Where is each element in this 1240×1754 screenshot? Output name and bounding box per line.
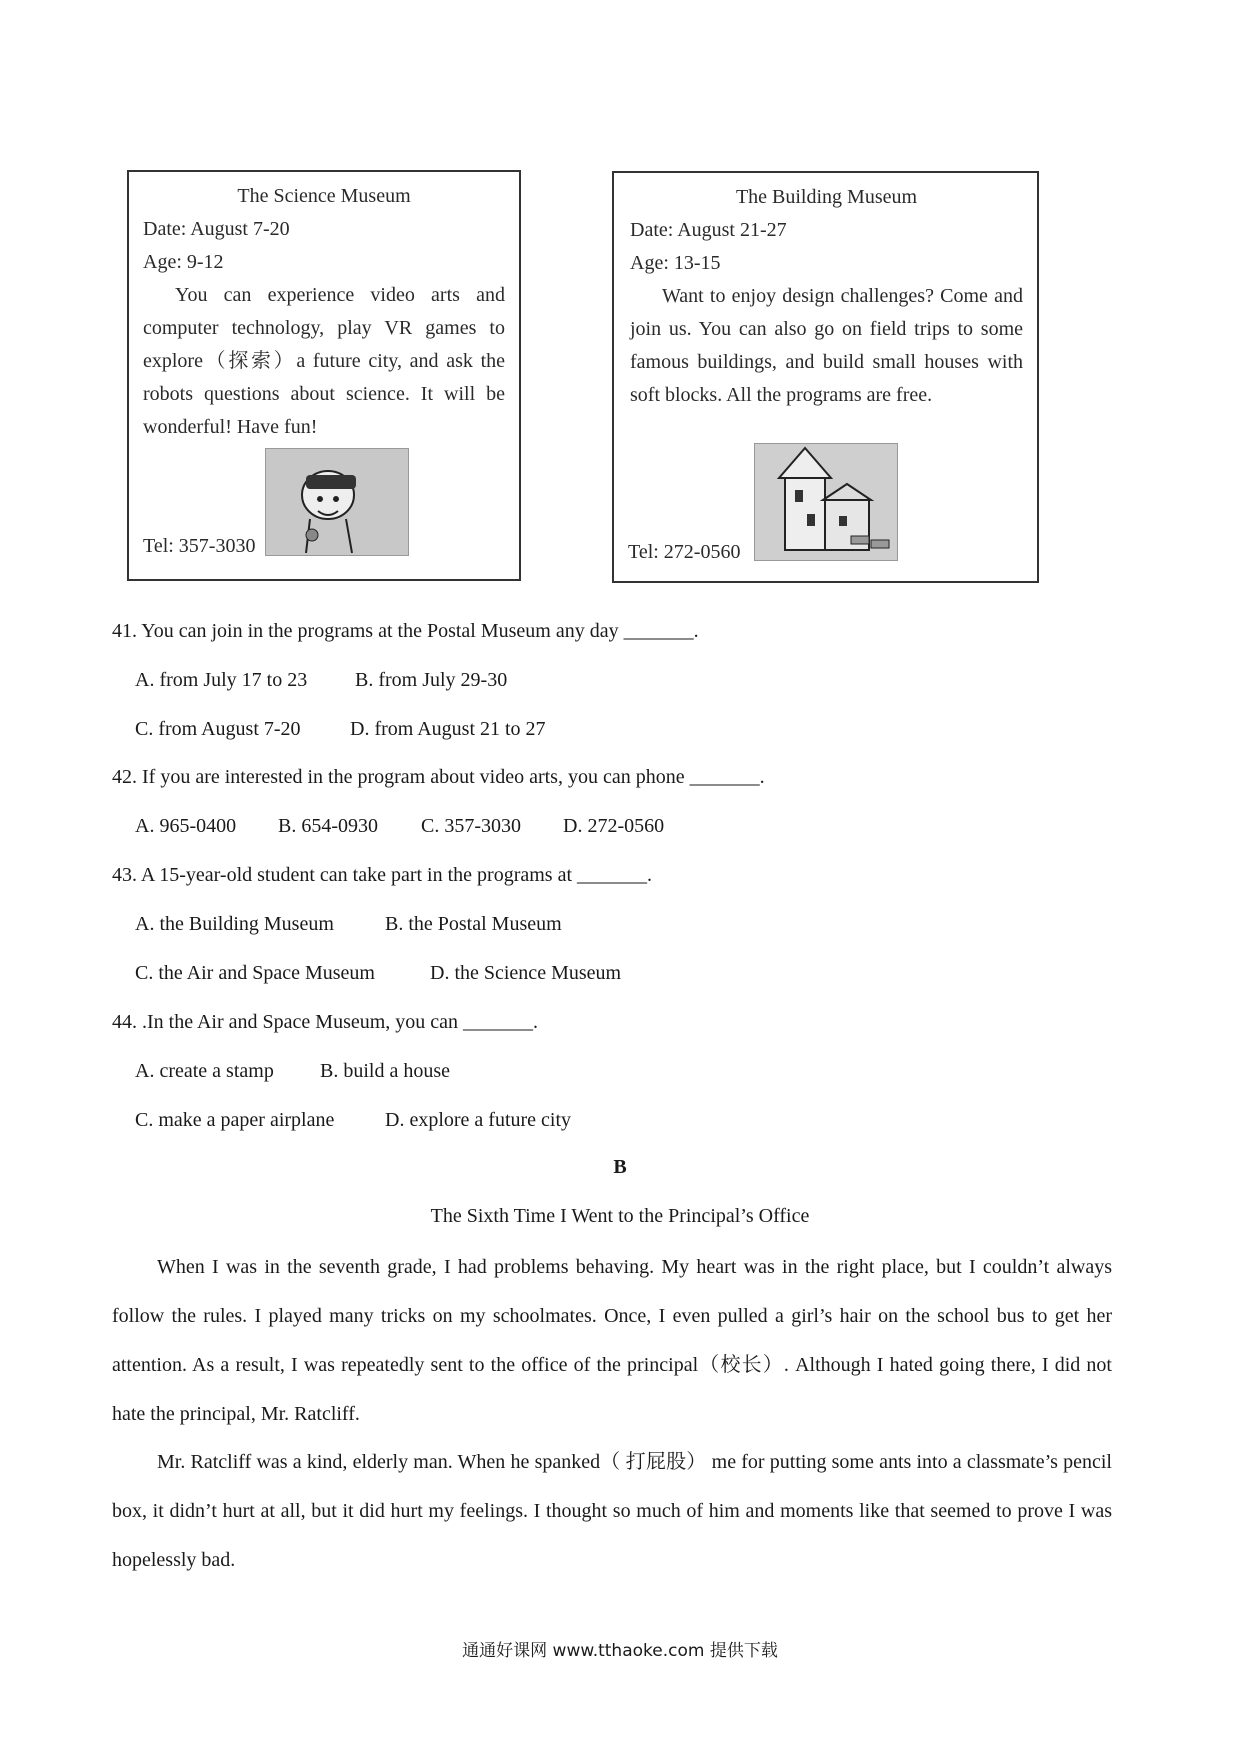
- question-41-options-row-2: [135, 716, 546, 742]
- ad-tel: Tel: 357-3030: [143, 535, 256, 557]
- footer-watermark: 通通好课网 www.tthaoke.com 提供下载: [462, 1641, 778, 1661]
- option-d[interactable]: D. the Science Museum: [430, 962, 622, 984]
- ad-age: Age: 13-15: [630, 252, 721, 274]
- question-44-options-row-1: [135, 1058, 450, 1084]
- passage-title: The Sixth Time I Went to the Principal’s Office: [430, 1205, 810, 1227]
- building-museum-ad: [612, 171, 1039, 583]
- question-44-stem: 44. .In the Air and Space Museum, you can _______.: [112, 1011, 539, 1033]
- option-c[interactable]: C. from August 7-20: [135, 718, 301, 740]
- ad-tel: Tel: 272-0560: [628, 541, 741, 563]
- question-42-stem: 42. If you are interested in the program about video arts, you can phone _______.: [112, 766, 765, 788]
- ad-date: Date: August 7-20: [143, 218, 290, 240]
- option-a[interactable]: A. create a stamp: [135, 1060, 274, 1082]
- question-42-options-row-1: [135, 813, 664, 839]
- ad-body: Want to enjoy design challenges? Come and join us. You can also go on field trips to some famous buildings, and build small houses with soft blocks. All the programs are free.: [630, 285, 1023, 406]
- ad-title: The Science Museum: [237, 185, 411, 207]
- option-c[interactable]: C. the Air and Space Museum: [135, 962, 375, 984]
- science-museum-ad: [127, 170, 521, 581]
- option-d[interactable]: D. from August 21 to 27: [350, 718, 546, 740]
- option-d[interactable]: D. explore a future city: [385, 1109, 572, 1131]
- option-b[interactable]: B. the Postal Museum: [385, 913, 562, 935]
- option-b[interactable]: B. build a house: [320, 1060, 450, 1082]
- question-43-options-row-2: [135, 960, 621, 986]
- option-d[interactable]: D. 272-0560: [563, 815, 665, 837]
- option-c[interactable]: C. make a paper airplane: [135, 1109, 335, 1131]
- block-house-illustration-icon: [754, 443, 898, 561]
- passage-paragraph-1: When I was in the seventh grade, I had problems behaving. My heart was in the right place, but I couldn’t always follow the rules. I played many tricks on my schoolmates. Once, I even pulled a girl’s hair on the school bus to get her attention. As a result, I was repeatedly sent to the office of the principal（校长）. Although I hated going there, I did not hate the principal, Mr. Ratcliff.: [112, 1256, 1112, 1425]
- vr-boy-illustration-icon: [265, 448, 409, 556]
- option-b[interactable]: B. from July 29-30: [355, 669, 508, 691]
- option-b[interactable]: B. 654-0930: [278, 815, 378, 837]
- question-44-options-row-2: [135, 1107, 571, 1133]
- question-41-stem: 41. You can join in the programs at the Postal Museum any day _______.: [112, 620, 699, 642]
- ad-title: The Building Museum: [735, 186, 918, 208]
- ad-date: Date: August 21-27: [630, 219, 787, 241]
- ad-age: Age: 9-12: [143, 251, 224, 273]
- option-c[interactable]: C. 357-3030: [421, 815, 521, 837]
- ad-body: You can experience video arts and computer technology, play VR games to explore（探索）a future city, and ask the robots questions about science. It will be wonderful! Have fun!: [143, 284, 505, 438]
- section-label: B: [613, 1156, 627, 1178]
- option-a[interactable]: A. from July 17 to 23: [135, 669, 308, 691]
- option-a[interactable]: A. the Building Museum: [135, 913, 334, 935]
- option-a[interactable]: A. 965-0400: [135, 815, 237, 837]
- question-41-options-row-1: [135, 667, 507, 693]
- question-43-stem: 43. A 15-year-old student can take part in the programs at _______.: [112, 864, 653, 886]
- passage-paragraph-2: Mr. Ratcliff was a kind, elderly man. When he spanked（ 打屁股） me for putting some ants into a classmate’s pencil box, it didn’t hurt at all, but it did hurt my feelings. I thought so much of him and moments like that seemed to prove I was hopelessly bad.: [112, 1451, 1112, 1571]
- question-43-options-row-1: [135, 911, 562, 937]
